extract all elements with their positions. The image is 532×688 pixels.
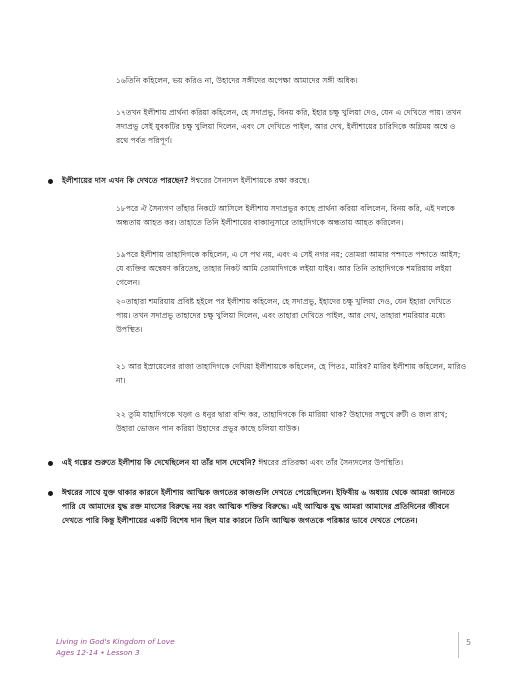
bullet-dot	[48, 461, 53, 466]
bullet-paragraph-3: ঈশ্বরের সাথে যুক্ত থাকার কারনে ইলীশায় আত্মিক জগতের কাজগুলি দেখতে পেয়েছিলেন। ইফিষীয় ৬ অধ্যায় থেকে আমরা জানতে পারি যে আমাদের যুদ্ধ রক্ত মাংসের বিরুদ্ধে নয় বরং আত্মিক শক্তির বিরুদ্ধে। এই আত্মিক যুদ্ধ আমরা আমাদের প্রতিদিনের জীবনে দেখতে পারি কিন্তু ইলীশায়ের একটি বিশেষ দান ছিল যার কারনে তিনি আত্মিক জগতকে পরিষ্কার ভাবে দেখতে পেতেন।	[62, 488, 455, 525]
question-text: ইলীশায়ের দাস এখন কি দেখতে পারছেন?	[62, 176, 189, 185]
verse-17: ১৭তখন ইলীশায় প্রার্থনা করিয়া কহিলেন, হে সদাপ্রভু, বিনয় করি, ইহার চক্ষু খুলিয়া দেও, যেন এ দেখিতে পায়। তখন সদাপ্রভু সেই যুবকটির চক্ষু খুলিয়া দিলেন, এবং সে দেখিতে পাইল, আর দেখ, ইলীশায়ের চারিদিকে অগ্নিময় অশ্বে ও রথে পর্বত পরিপূর্ণ।	[116, 108, 462, 145]
footer-lesson-info: Ages 12-14 • Lesson 3	[56, 648, 140, 657]
verse-18: ১৮পরে ঐ সৈন্যগণ তাঁহার নিকটে আসিলে ইলীশায় সদাপ্রভুর কাছে প্রার্থনা করিয়া বলিলেন, বিনয় করি, এই দলকে অন্ধতায় আহত কর। তাহাতে তিনি ইলীশায়ের বাক্যানুসারে তাহাদিগকে অন্ধতায় আহত করিলেন।	[116, 204, 455, 227]
bullet-dot	[48, 491, 53, 496]
answer-text: ঈশ্বরের সৈন্যদল ইলীশায়কে রক্ষা করছে।	[188, 176, 310, 185]
verse-20: ২০তাহারা শমরিয়ায় প্রবিষ্ট হইলে পর ইলীশায় কহিলেন, হে সদাপ্রভু, ইহাদের চক্ষু খুলিয়া দেও, যেন ইহারা দেখিতে পায়। তখন সদাপ্রভু তাহাদের চক্ষু খুলিয়া দিলেন, এবং তাহারা দেখিতে পাইল, আর দেখ, তাহারা শমরিয়ার মধ্যে উপস্থিত।	[116, 297, 452, 334]
verse-22: ২২ তুমি যাহাদিগকে খড়্গ ও ধনুর দ্বারা বন্দি কর, তাহাদিগকে কি মারিয়া থাক? উহাদের সম্মুখে রুটী ও জল রাখ; উহারা ভোজন পান করিয়া উহাদের প্রভুর কাছে চলিয়া যাউক।	[116, 410, 448, 433]
verse-19: ১৯পরে ইলীশায় তাহাদিগকে কহিলেন, এ সে পথ নয়, এবং এ সেই নগর নয়; তোমরা আমার পশ্চাতে পশ্চাতে আইস; যে ব্যক্তির অন্বেষণ করিতেছ, তাহার নিকট আমি তোমাদিগকে লইয়া যাইব। আর তিনি তাহাদিগকে শমরিয়ায় লইয়া গেলেন।	[116, 250, 461, 287]
question-text: এই গল্পের শুরুতে ইলীশায় কি দেখেছিলেন যা তাঁর দাস দেখেনি?	[62, 458, 256, 467]
footer-series-title: Living in God's Kingdom of Love	[56, 637, 175, 646]
verse-16: ১৬তিনি কহিলেন, ভয় করিও না, উহাদের সঙ্গীদের অপেক্ষা আমাদের সঙ্গী অধিক।	[116, 76, 358, 85]
bullet-question-1	[62, 174, 468, 188]
page-number: 5	[466, 638, 472, 647]
footer-title	[56, 636, 175, 658]
verse-21: ২১ আর ইস্রায়েলের রাজা তাহাদিগকে দেখিয়া ইলীশায়কে কহিলেন, হে পিতঃ, মারিব? মারিব ইলীশায় কহিলেন, মারিও না।	[116, 362, 467, 385]
bullet-question-2	[62, 456, 468, 470]
answer-text: ঈশ্বরের প্রতিরক্ষা এবং তাঁর সৈন্যদলের উপস্থিতি।	[255, 458, 404, 467]
bullet-dot	[48, 179, 53, 184]
footer-divider	[458, 632, 459, 658]
